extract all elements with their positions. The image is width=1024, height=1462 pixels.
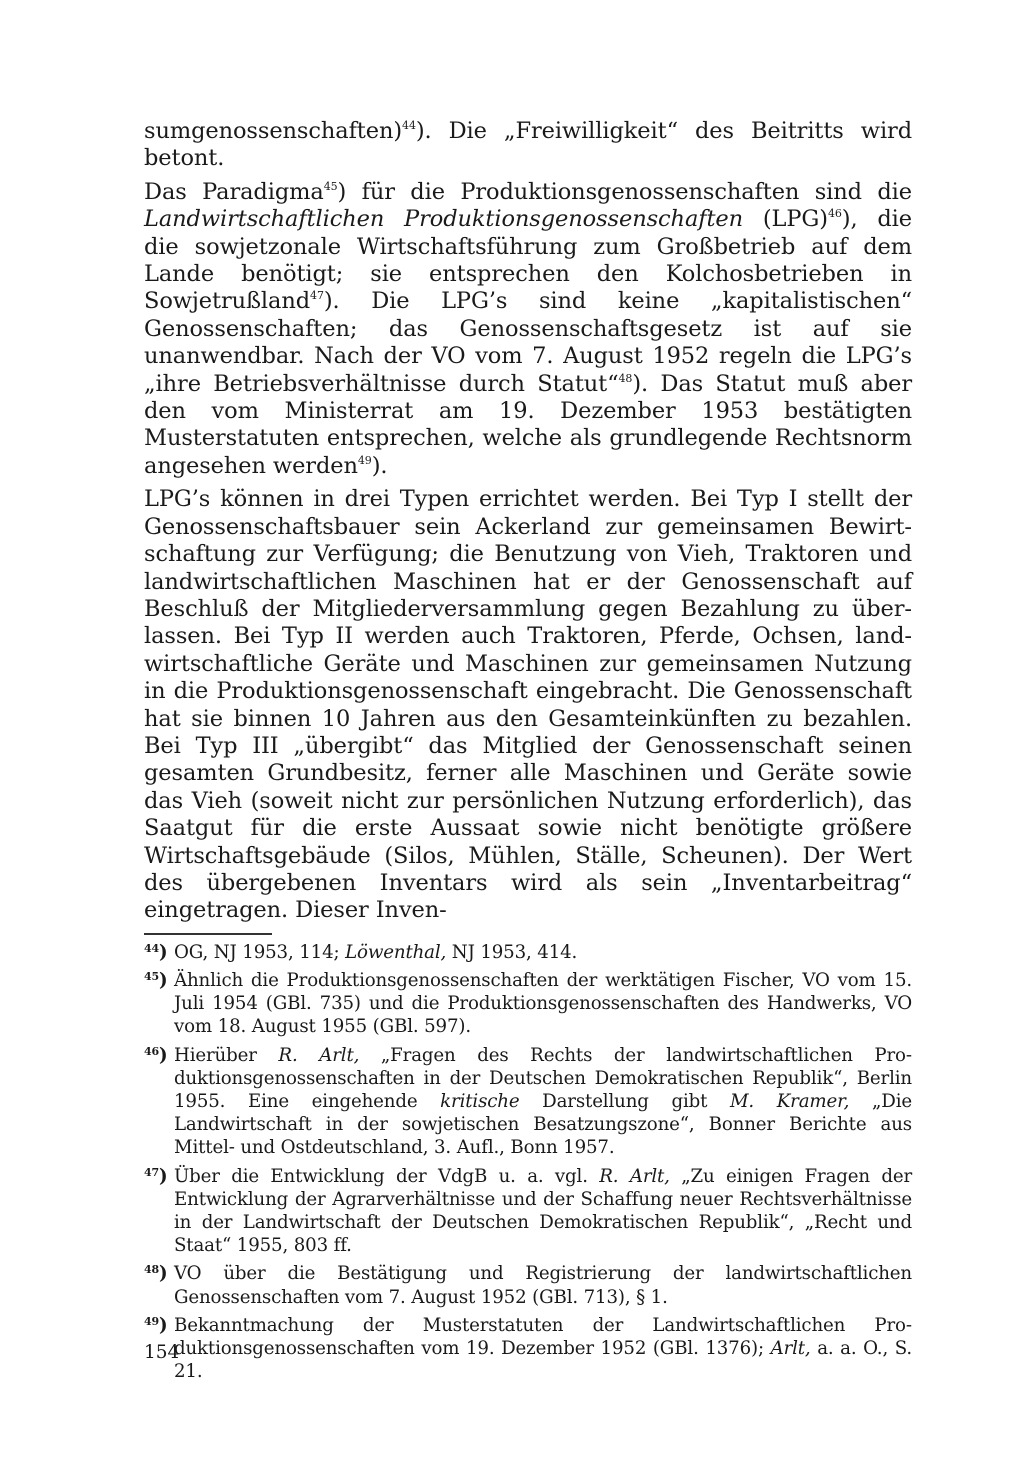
footnote: [144, 1044, 912, 1160]
text-run: VO über die Bestätigung und Registrierung der landwirtschaftlichen Genossenschaften vom 7. August 1952 (GBl. 713), § 1.: [174, 1263, 912, 1308]
footnote-number: $^{46}$): [144, 1044, 168, 1066]
footnote-number-value: 47: [144, 1165, 160, 1179]
text-run: „Fragen des Rechts der landwirtschaftlichen Produktionsgenossenschaften in der Deutschen Demokratischen Republik“, Berlin 1955. Eine eingehende: [174, 1044, 913, 1112]
italic-run: kritische: [440, 1091, 520, 1112]
text-run: Darstellung gibt: [519, 1091, 730, 1112]
paragraph: [144, 179, 912, 480]
paragraph: [144, 118, 912, 173]
italic-run: Landwirtschaftlichen Produktionsgenossenschaften: [144, 206, 744, 233]
footnote-ref: 44: [402, 119, 416, 132]
footnote: [144, 969, 912, 1039]
footnote: [144, 941, 912, 964]
page-body: [144, 118, 912, 1388]
text-run: ).: [371, 452, 388, 479]
paragraph: [144, 486, 912, 925]
italic-run: M. Kramer,: [729, 1091, 850, 1112]
text-run: ). Das Statut muß aber den vom Ministerrat am 19. Dezember 1953 bestätigten Musterstatuten entsprechen, welche als grundlegende Rechtsnorm angesehen werden: [144, 370, 912, 479]
text-run: a. a. O., S. 21.: [174, 1338, 912, 1383]
footnote-number: $^{48}$): [144, 1263, 168, 1285]
text-run: ), die die sowjetzonale Wirtschaftsführung zum Großbetrieb auf dem Lande benötigt; sie entsprechen den Kolchosbetrieben in Sowjetrußland: [144, 206, 912, 315]
text-run: LPG’s können in drei Typen errichtet werden. Bei Typ I stellt der Genossenschaftsbauer sein Ackerland zur gemeinsamen Bewirtschaftung zur Verfügung; die Benutzung von Vieh, Traktoren und landwirtschaftlichen Maschinen hat er der Genossenschaft auf Beschluß der Mitgliederversammlung gegen Bezahlung zu überlassen. Bei Typ II werden auch Traktoren, Pferde, Ochsen, landwirtschaftliche Geräte und Maschinen zur gemeinsamen Nutzung in die Produktionsgenossenschaft eingebracht. Die Genossenschaft hat sie binnen 10 Jahren aus den Gesamteinkünften zu bezahlen. Bei Typ III „übergibt“ das Mitglied der Genossenschaft seinen gesamten Grundbesitz, ferner alle Maschinen und Geräte sowie das Vieh (soweit nicht zur persönlichen Nutzung erforderlich), das Saatgut für die erste Aussaat sowie nicht benötigte größere Wirtschaftsgebäude (Silos, Mühlen, Ställe, Scheunen). Der Wert des übergebenen Inventars wird als sein „Inventarbeitrag“ eingetragen. Dieser Inven-: [144, 486, 912, 924]
footnote-number-value: 45: [144, 969, 160, 983]
footnote-ref: 46: [827, 207, 842, 221]
text-run: Das Paradigma: [144, 178, 324, 205]
italic-run: R. Arlt,: [599, 1165, 670, 1187]
footnotes: [144, 941, 912, 1384]
footnote-number: $^{44}$): [144, 941, 168, 963]
footnote-number: $^{49}$): [144, 1314, 168, 1336]
text-run: ). Die „Freiwilligkeit“ des Beitritts wird betont.: [144, 118, 912, 172]
italic-run: Arlt,: [770, 1338, 811, 1360]
footnote-divider: [144, 933, 272, 935]
footnote: [144, 1314, 912, 1384]
text-run: ). Die LPG’s sind keine „kapitalistischen“ Genossenschaften; das Genossenschaftsgesetz ist auf sie unanwendbar. Nach der VO vom 7. August 1952 regeln die LPG’s „ihre Betriebsverhältnisse durch Statut“: [144, 288, 912, 397]
text-run: Ähnlich die Produktionsgenossenschaften der werktätigen Fischer, VO vom 15. Juli 1954 (GBl. 735) und die Produktionsgenossenschaften des Handwerks, VO vom 18. August 1955 (GBl. 597).: [174, 969, 912, 1038]
footnote-number-value: 48: [144, 1263, 160, 1277]
footnote-ref: 49: [357, 453, 372, 467]
footnote-ref: 47: [310, 289, 324, 303]
footnote-number-value: 44: [144, 941, 160, 955]
text-run: „Zu einigen Fragen der Entwicklung der Agrarverhältnisse und der Schaffung neuer Rechtsverhältnisse in der Landwirtschaft der Deutschen Demokratischen Republik“, „Recht und Staat“ 1955, 803 ff.: [174, 1165, 912, 1257]
text-run: OG, NJ 1953, 114;: [174, 941, 346, 963]
text-run: Über die Entwicklung der VdgB u. a. vgl.: [174, 1165, 600, 1187]
text-run: Hierüber: [174, 1044, 279, 1066]
text-run: sumgenossenschaften): [144, 118, 403, 144]
footnote-number-value: 46: [144, 1044, 160, 1058]
footnote-number: $^{47}$): [144, 1165, 168, 1187]
text-run: Bekanntmachung der Musterstatuten der Landwirtschaftlichen Produktionsgenossenschaften vom 19. Dezember 1952 (GBl. 1376);: [174, 1314, 912, 1360]
text-run: NJ 1953, 414.: [446, 941, 578, 963]
footnote-ref: 48: [618, 371, 633, 385]
footnote-number-value: 49: [144, 1314, 160, 1328]
italic-run: Löwenthal,: [345, 941, 447, 963]
footnote: [144, 1262, 912, 1308]
text-run: ) für die Produktionsgenossenschaften sind die: [337, 178, 912, 205]
text-run: (LPG): [743, 206, 828, 233]
main-text: [144, 118, 912, 925]
italic-run: R. Arlt,: [278, 1044, 360, 1066]
page-number: 154: [144, 1342, 180, 1363]
footnote-ref: 45: [323, 179, 338, 193]
footnote: [144, 1165, 912, 1258]
footnote-number: $^{45}$): [144, 969, 168, 991]
text-run: „Die Landwirtschaft in der sowjetischen Besatzungszone“, Bonner Berichte aus Mittel- und Ostdeutschland, 3. Aufl., Bonn 1957.: [174, 1091, 912, 1159]
